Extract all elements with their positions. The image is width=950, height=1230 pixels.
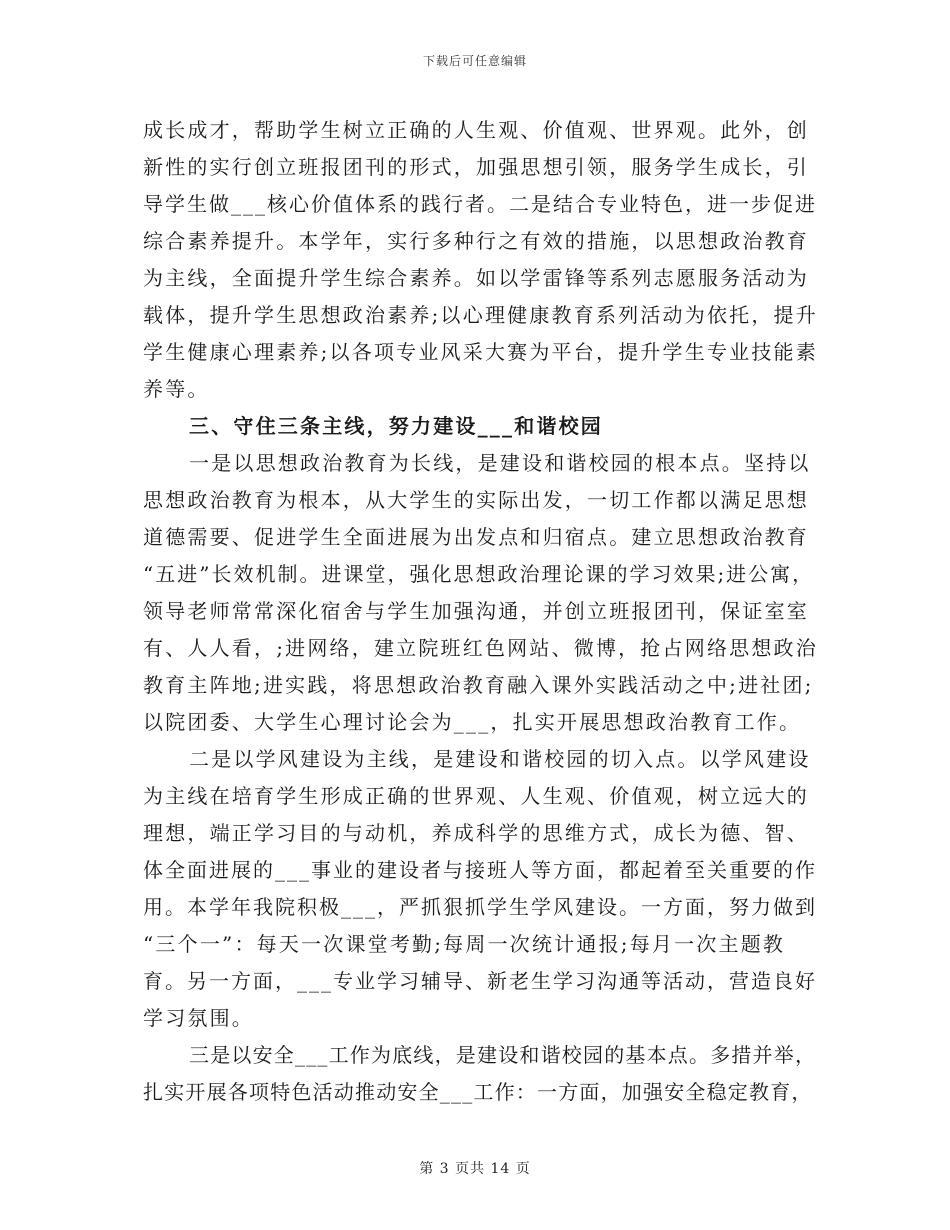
- text-line: 道德需要、促进学生全面进展为出发点和归宿点。建立思想政治教育: [143, 525, 809, 549]
- text-line: 体全面进展的___事业的建设者与接班人等方面，都起着至关重要的作: [143, 858, 817, 882]
- text-line: 为主线，全面提升学生综合素养。如以学雷锋等系列志愿服务活动为: [143, 266, 809, 290]
- text-line: 理想，端正学习目的与动机，养成科学的思维方式，成长为德、智、: [143, 821, 809, 845]
- text-line: 有、人人看，;进网络，建立院班红色网站、微博，抢占网络思想政治: [143, 636, 818, 660]
- text-line: 扎实开展各项特色活动推动安全___工作：一方面，加强安全稳定教育，: [143, 1080, 813, 1104]
- text-line: 教育主阵地;进实践，将思想政治教育融入课外实践活动之中;进社团;: [143, 673, 814, 697]
- text-line: 一是以思想政治教育为长线，是建设和谐校园的根本点。坚持以: [189, 451, 811, 475]
- text-line: 综合素养提升。本学年，实行多种行之有效的措施，以思想政治教育: [143, 229, 809, 253]
- text-line: 思想政治教育为根本，从大学生的实际出发，一切工作都以满足思想: [143, 488, 809, 512]
- text-line: 成长成才，帮助学生树立正确的人生观、价值观、世界观。此外，创: [143, 118, 809, 142]
- page-header: 下载后可任意编辑: [422, 54, 527, 68]
- text-line: 学生健康心理素养;以各项专业风采大赛为平台，提升学生专业技能素: [143, 340, 818, 364]
- text-line: 用。本学年我院积极___，严抓狠抓学生学风建设。一方面，努力做到: [143, 895, 817, 919]
- section-heading: 三、守住三条主线，努力建设___和谐校园: [189, 414, 603, 438]
- text-line: 新性的实行创立班报团刊的形式，加强思想引领，服务学生成长，引: [143, 155, 809, 179]
- text-line: 养等。: [143, 377, 210, 401]
- text-line: 三是以安全___工作为底线，是建设和谐校园的基本点。多措并举，: [189, 1043, 817, 1067]
- text-line: 导学生做___核心价值体系的践行者。二是结合专业特色，进一步促进: [143, 192, 817, 216]
- text-line: “三个一”：每天一次课堂考勤;每周一次统计通报;每月一次主题教: [143, 932, 786, 956]
- page-footer: 第 3 页共 14 页: [419, 1161, 531, 1177]
- text-line: 育。另一方面，___专业学习辅导、新老生学习沟通等活动，营造良好: [143, 969, 817, 993]
- text-line: “五进”长效机制。进课堂，强化思想政治理论课的学习效果;进公寓，: [143, 562, 815, 586]
- text-line: 以院团委、大学生心理讨论会为___，扎实开展思想政治教育工作。: [143, 710, 802, 734]
- text-line: 为主线在培育学生形成正确的世界观、人生观、价值观，树立远大的: [143, 784, 809, 808]
- text-line: 载体，提升学生思想政治素养;以心理健康教育系列活动为依托，提升: [143, 303, 818, 327]
- text-line: 学习氛围。: [143, 1006, 254, 1030]
- text-line: 领导老师常常深化宿舍与学生加强沟通，并创立班报团刊，保证室室: [143, 599, 809, 623]
- text-line: 二是以学风建设为主线，是建设和谐校园的切入点。以学风建设: [189, 747, 811, 771]
